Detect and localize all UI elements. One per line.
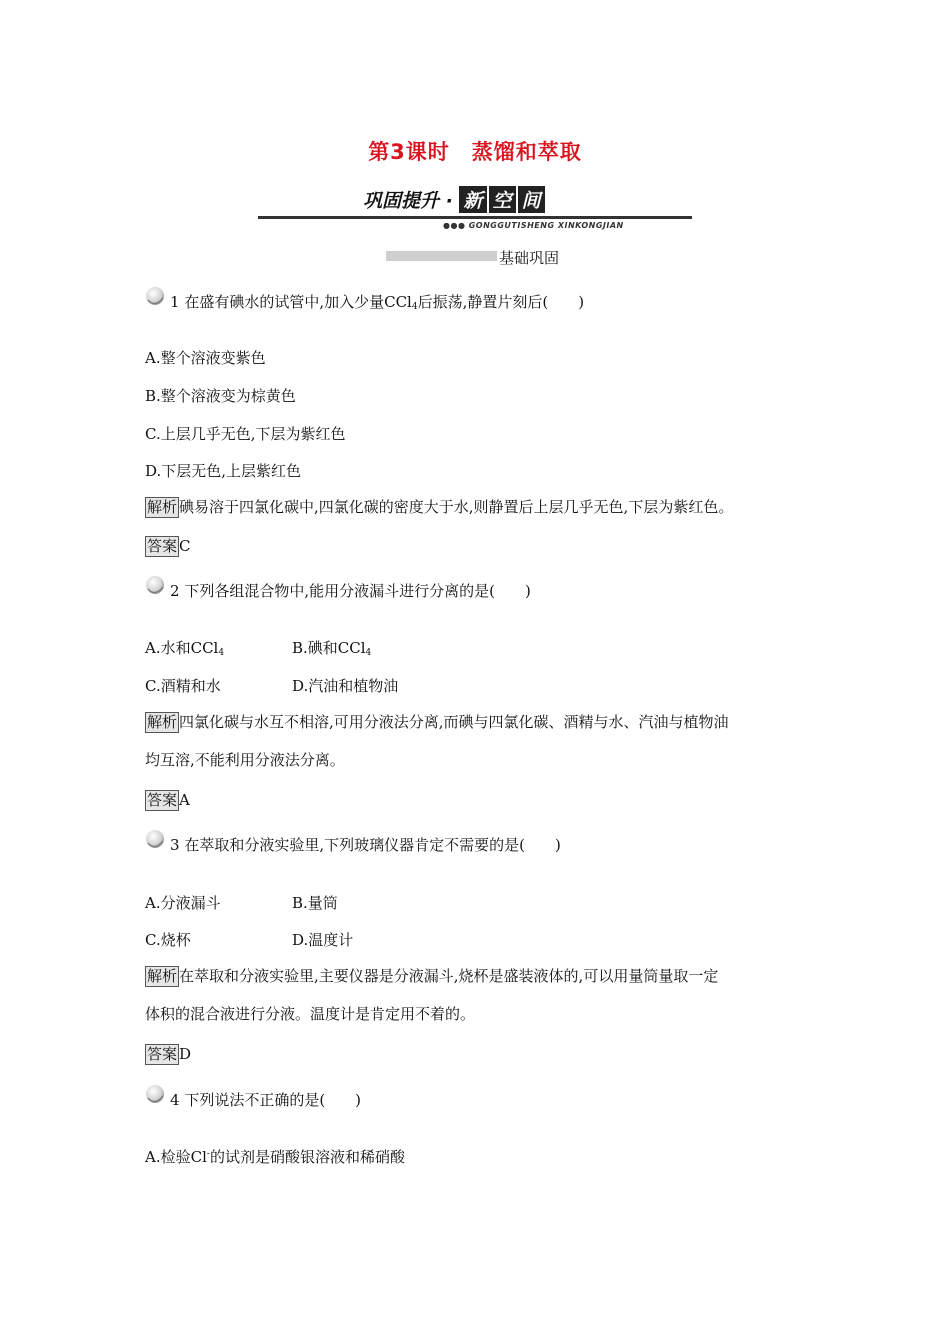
q2-answer — [145, 781, 815, 819]
answer-tag: 答案 — [147, 1045, 178, 1063]
answer-tag: 答案 — [147, 791, 178, 809]
section-bar — [386, 251, 497, 261]
question-number: 1 — [170, 293, 180, 311]
q1-option-c: C.上层几乎无色,下层为紫红色 — [145, 425, 346, 443]
option-text: 的试剂是硝酸银溶液和稀硝酸 — [209, 1148, 405, 1166]
question-marker-icon — [145, 1084, 165, 1104]
banner-box-3: 间 — [518, 186, 545, 213]
section-label: 基础巩固 — [499, 249, 560, 267]
banner-dot: · — [445, 190, 453, 212]
analysis-tag: 解析 — [147, 967, 178, 985]
analysis-text: 碘易溶于四氯化碳中,四氯化碳的密度大于水,则静置后上层几乎无色,下层为紫红色。 — [179, 498, 734, 516]
q1-option-a: A.整个溶液变紫色 — [145, 349, 266, 367]
q4-option-a — [145, 1146, 405, 1167]
question-1-stem — [170, 291, 584, 312]
answer-text: D — [179, 1045, 192, 1063]
subscript: 4 — [218, 648, 225, 658]
section-banner — [258, 184, 692, 234]
stem-text: 在盛有碘水的试管中,加入少量CCl — [184, 293, 412, 311]
analysis-text: 在萃取和分液实验里,主要仪器是分液漏斗,烧杯是盛装液体的,可以用量筒量取一定 — [179, 967, 719, 985]
option-text: A.检验Cl — [145, 1148, 207, 1166]
answer-tag: 答案 — [147, 537, 178, 555]
superscript: - — [206, 1149, 210, 1159]
analysis-text: 体积的混合液进行分液。温度计是肯定用不着的。 — [145, 1005, 476, 1023]
question-marker-icon — [145, 575, 165, 595]
q3-option-a: A.分液漏斗 — [145, 894, 221, 912]
q1-option-d: D.下层无色,上层紫红色 — [145, 462, 302, 480]
option-text: A.水和CCl — [145, 639, 219, 657]
stem-text: 后振荡,静置片刻后( ) — [417, 293, 585, 311]
q3-analysis — [145, 957, 815, 1033]
question-marker-icon — [145, 829, 165, 849]
analysis-tag: 解析 — [147, 713, 178, 731]
question-4-stem — [170, 1089, 361, 1110]
q3-option-b: B.量筒 — [292, 894, 338, 912]
banner-box-2: 空 — [489, 186, 516, 213]
q3-answer — [145, 1035, 815, 1073]
q3-option-c: C.烧杯 — [145, 931, 191, 949]
stem-text: 下列说法不正确的是( ) — [184, 1091, 362, 1109]
stem-text: 下列各组混合物中,能用分液漏斗进行分离的是( ) — [184, 582, 531, 600]
q1-answer — [145, 527, 815, 565]
subscript: 4 — [365, 648, 372, 658]
q2-option-b — [292, 637, 371, 658]
answer-text: C — [179, 537, 191, 555]
question-number: 2 — [170, 582, 180, 600]
banner-heading — [363, 186, 547, 213]
page-title: 第3课时 蒸馏和萃取 — [368, 140, 582, 164]
q3-option-d: D.温度计 — [292, 931, 354, 949]
banner-rule — [258, 216, 692, 219]
answer-text: A — [179, 791, 190, 809]
analysis-text: 四氯化碳与水互不相溶,可用分液法分离,而碘与四氯化碳、酒精与水、汽油与植物油 — [179, 713, 729, 731]
q2-analysis — [145, 703, 815, 779]
question-number: 3 — [170, 836, 180, 854]
subscript: 4 — [411, 302, 418, 312]
banner-subtitle: ●●● GONGGUTISHENG XINKONGJIAN — [443, 221, 624, 230]
stem-text: 在萃取和分液实验里,下列玻璃仪器肯定不需要的是( ) — [184, 836, 561, 854]
banner-box-1: 新 — [459, 186, 486, 213]
q2-option-d: D.汽油和植物油 — [292, 677, 399, 695]
question-marker-icon — [145, 286, 165, 306]
q2-option-c: C.酒精和水 — [145, 677, 221, 695]
banner-main-text: 巩固提升 — [363, 190, 440, 212]
q1-analysis — [145, 488, 815, 526]
analysis-tag: 解析 — [147, 498, 178, 516]
question-3-stem — [170, 834, 561, 855]
question-2-stem — [170, 580, 531, 601]
q2-option-a — [145, 637, 224, 658]
question-number: 4 — [170, 1091, 180, 1109]
option-text: B.碘和CCl — [292, 639, 366, 657]
analysis-text: 均互溶,不能利用分液法分离。 — [145, 751, 345, 769]
q1-option-b: B.整个溶液变为棕黄色 — [145, 387, 296, 405]
